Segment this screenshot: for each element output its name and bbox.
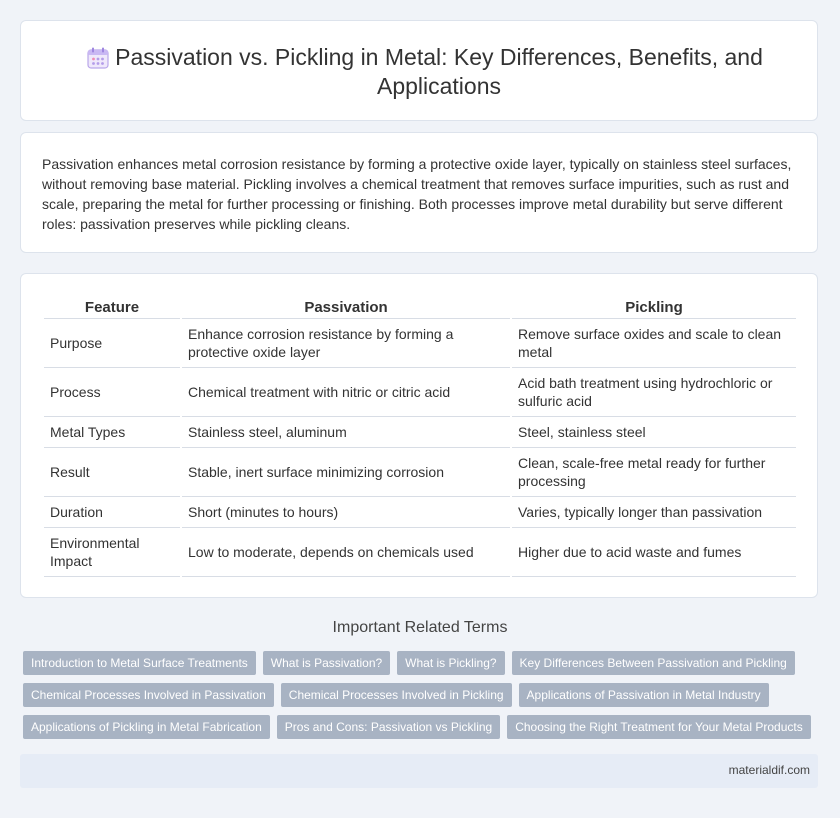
tag-link[interactable]: Applications of Passivation in Metal Industry — [519, 683, 769, 707]
row-pickling: Clean, scale-free metal ready for further processing — [512, 448, 796, 497]
row-feature: Purpose — [44, 319, 180, 368]
related-terms-heading: Important Related Terms — [332, 619, 508, 636]
header-passivation: Passivation — [182, 296, 510, 319]
tag-link[interactable]: Chemical Processes Involved in Passivation — [23, 683, 274, 707]
row-passivation: Short (minutes to hours) — [182, 497, 510, 528]
table-row — [44, 319, 796, 368]
row-passivation: Stable, inert surface minimizing corrosion — [182, 448, 510, 497]
header-feature: Feature — [44, 296, 180, 319]
tag-link[interactable]: What is Passivation? — [263, 651, 390, 675]
row-pickling: Remove surface oxides and scale to clean metal — [512, 319, 796, 368]
related-terms-tags — [23, 651, 823, 747]
calendar-icon — [85, 45, 111, 71]
row-feature: Process — [44, 368, 180, 417]
table-row — [44, 448, 796, 497]
row-passivation: Stainless steel, aluminum — [182, 417, 510, 448]
tag-link[interactable]: Pros and Cons: Passivation vs Pickling — [277, 715, 500, 739]
intro-card — [20, 132, 818, 253]
row-passivation: Low to moderate, depends on chemicals used — [182, 528, 510, 577]
row-pickling: Higher due to acid waste and fumes — [512, 528, 796, 577]
row-passivation: Chemical treatment with nitric or citric acid — [182, 368, 510, 417]
tag-link[interactable]: Applications of Pickling in Metal Fabrication — [23, 715, 270, 739]
header-card — [20, 20, 818, 121]
tag-link[interactable]: Introduction to Metal Surface Treatments — [23, 651, 256, 675]
row-feature: Duration — [44, 497, 180, 528]
row-pickling: Varies, typically longer than passivation — [512, 497, 796, 528]
table-row — [44, 497, 796, 528]
row-passivation: Enhance corrosion resistance by forming a protective oxide layer — [182, 319, 510, 368]
row-pickling: Steel, stainless steel — [512, 417, 796, 448]
footer-site[interactable]: materialdif.com — [728, 763, 810, 777]
table-row — [44, 368, 796, 417]
comparison-card — [20, 273, 818, 598]
table-row — [44, 528, 796, 577]
footer — [20, 754, 818, 788]
header-pickling: Pickling — [512, 296, 796, 319]
row-feature: Metal Types — [44, 417, 180, 448]
title-wrap — [21, 43, 817, 101]
intro-paragraph: Passivation enhances metal corrosion resistance by forming a protective oxide layer, typically on stainless steel surfaces, without removing base material. Pickling involves a chemical treatment that removes surface impurities, such as rust and scale, preparing the metal for further processing or finishing. Both processes improve metal durability but serve different roles: passivation preserves while pickling cleans. — [42, 156, 792, 232]
tag-link[interactable]: What is Pickling? — [397, 651, 504, 675]
row-feature: Environmental Impact — [44, 528, 180, 577]
comparison-table — [42, 296, 798, 577]
tag-link[interactable]: Key Differences Between Passivation and Pickling — [512, 651, 795, 675]
row-pickling: Acid bath treatment using hydrochloric or sulfuric acid — [512, 368, 796, 417]
table-header-row — [44, 296, 796, 319]
tag-link[interactable]: Choosing the Right Treatment for Your Metal Products — [507, 715, 811, 739]
page-title: Passivation vs. Pickling in Metal: Key Differences, Benefits, and Applications — [115, 44, 763, 99]
tag-link[interactable]: Chemical Processes Involved in Pickling — [281, 683, 512, 707]
row-feature: Result — [44, 448, 180, 497]
table-row — [44, 417, 796, 448]
